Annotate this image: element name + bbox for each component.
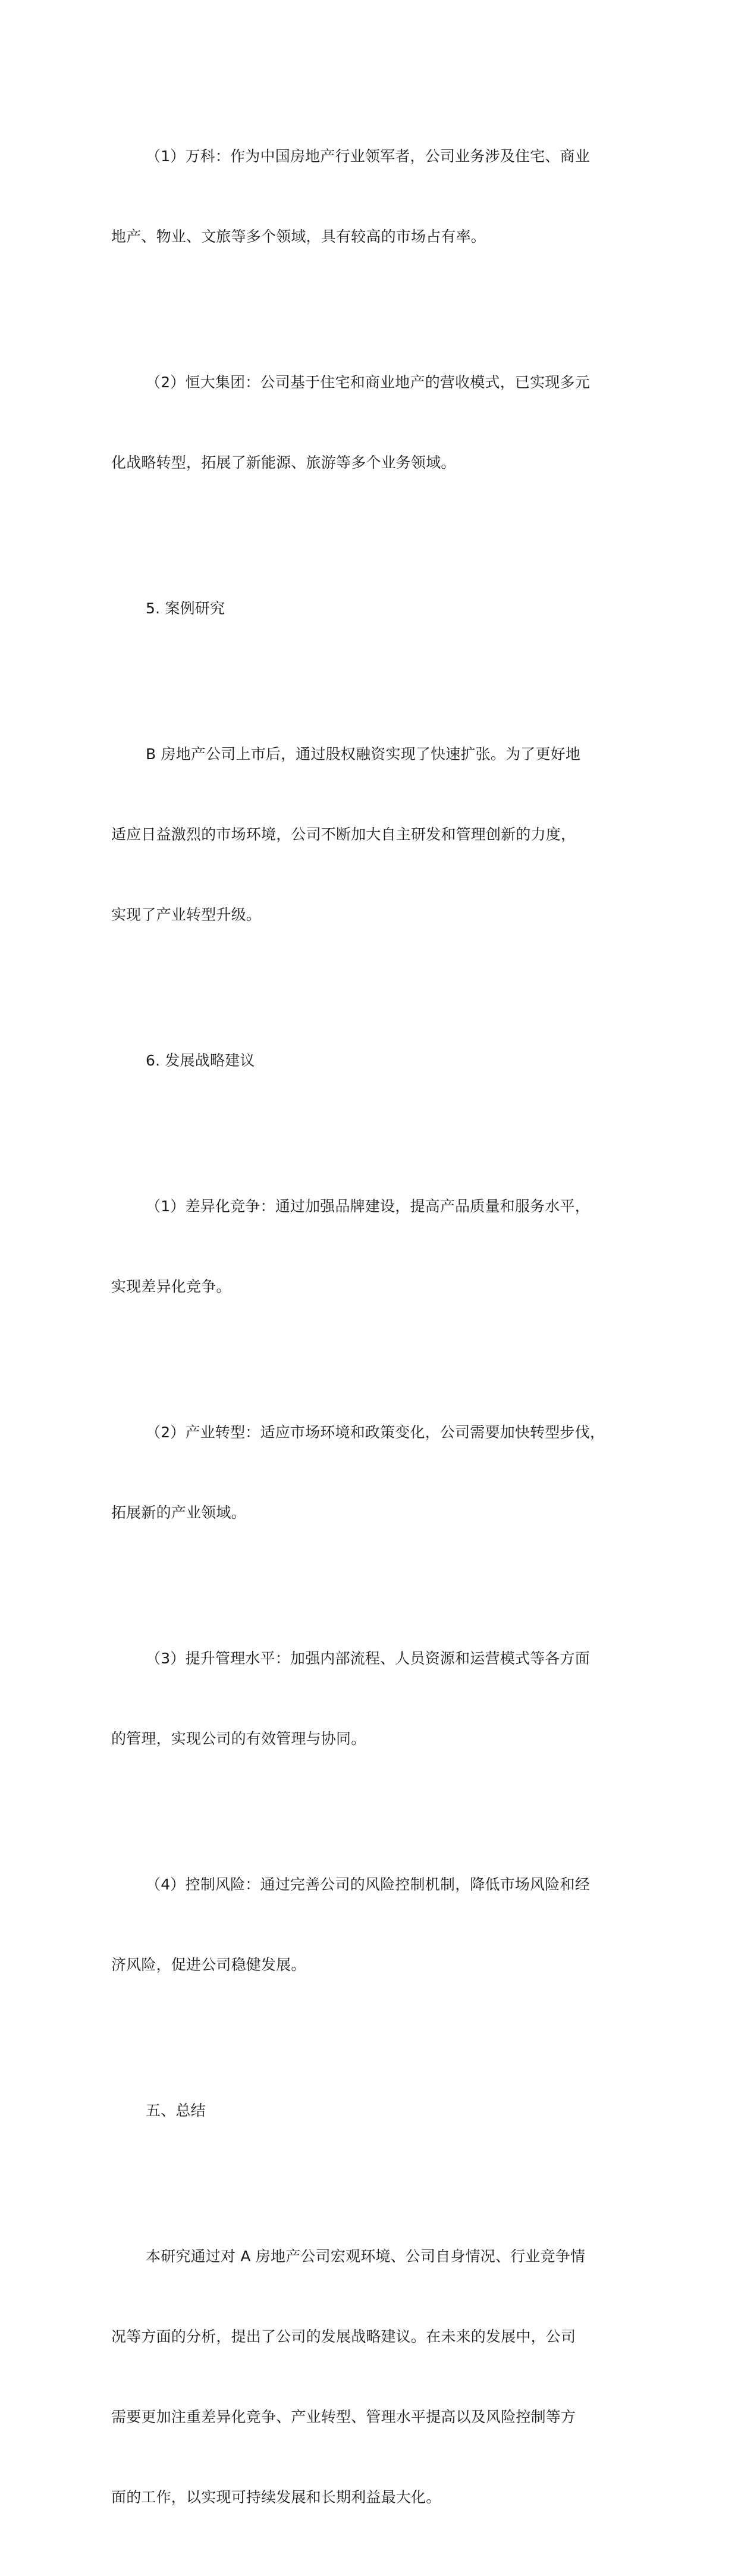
text-line: （1）万科：作为中国房地产行业领军者，公司业务涉及住宅、商业 — [146, 148, 590, 165]
paragraph-evergrande — [111, 315, 635, 529]
paragraph-summary — [111, 2189, 635, 2564]
text-line: 实现了产业转型升级。 — [111, 906, 262, 923]
section-heading-case-study — [111, 541, 635, 675]
text-line: 况等方面的分析，提出了公司的发展战略建议。在未来的发展中，公司 — [111, 2328, 576, 2345]
text-line: 本研究通过对 A 房地产公司宏观环境、公司自身情况、行业竞争情 — [146, 2248, 586, 2265]
paragraph-strategy-2 — [111, 1365, 635, 1580]
text-line: 济风险，促进公司稳健发展。 — [111, 1956, 306, 1973]
paragraph-strategy-3 — [111, 1591, 635, 1806]
text-line: 地产、物业、文旅等多个领域，具有较高的市场占有率。 — [111, 228, 486, 245]
text-line: （2）恒大集团：公司基于住宅和商业地产的营收模式，已实现多元 — [146, 374, 590, 391]
text-line: （1）差异化竞争：通过加强品牌建设，提高产品质量和服务水平， — [146, 1198, 590, 1215]
document-body — [111, 89, 635, 2576]
heading-text: 五、总结 — [146, 2102, 206, 2119]
text-line: 化战略转型，拓展了新能源、旅游等多个业务领域。 — [111, 454, 456, 471]
text-line: 适应日益激烈的市场环境，公司不断加大自主研发和管理创新的力度， — [111, 826, 576, 843]
text-line: 需要更加注重差异化竞争、产业转型、管理水平提高以及风险控制等方 — [111, 2408, 576, 2425]
text-line: （4）控制风险：通过完善公司的风险控制机制，降低市场风险和经 — [146, 1876, 590, 1893]
text-line: （3）提升管理水平：加强内部流程、人员资源和运营模式等各方面 — [146, 1650, 590, 1667]
text-line: （2）产业转型：适应市场环境和政策变化，公司需要加快转型步伐， — [146, 1424, 605, 1441]
paragraph-strategy-1 — [111, 1139, 635, 1353]
heading-text: 6. 发展战略建议 — [146, 1052, 255, 1069]
section-heading-summary — [111, 2044, 635, 2177]
text-line: B 房地产公司上市后，通过股权融资实现了快速扩张。为了更好地 — [146, 745, 581, 763]
text-line: 面的工作，以实现可持续发展和长期利益最大化。 — [111, 2489, 441, 2506]
text-line: 拓展新的产业领域。 — [111, 1504, 246, 1521]
section-heading-strategy — [111, 994, 635, 1127]
heading-text: 5. 案例研究 — [146, 600, 225, 617]
text-line: 实现差异化竞争。 — [111, 1278, 231, 1295]
paragraph-vanke — [111, 89, 635, 303]
paragraph-strategy-4 — [111, 1817, 635, 2032]
paragraph-case-study — [111, 687, 635, 982]
text-line: 的管理，实现公司的有效管理与协同。 — [111, 1730, 366, 1747]
